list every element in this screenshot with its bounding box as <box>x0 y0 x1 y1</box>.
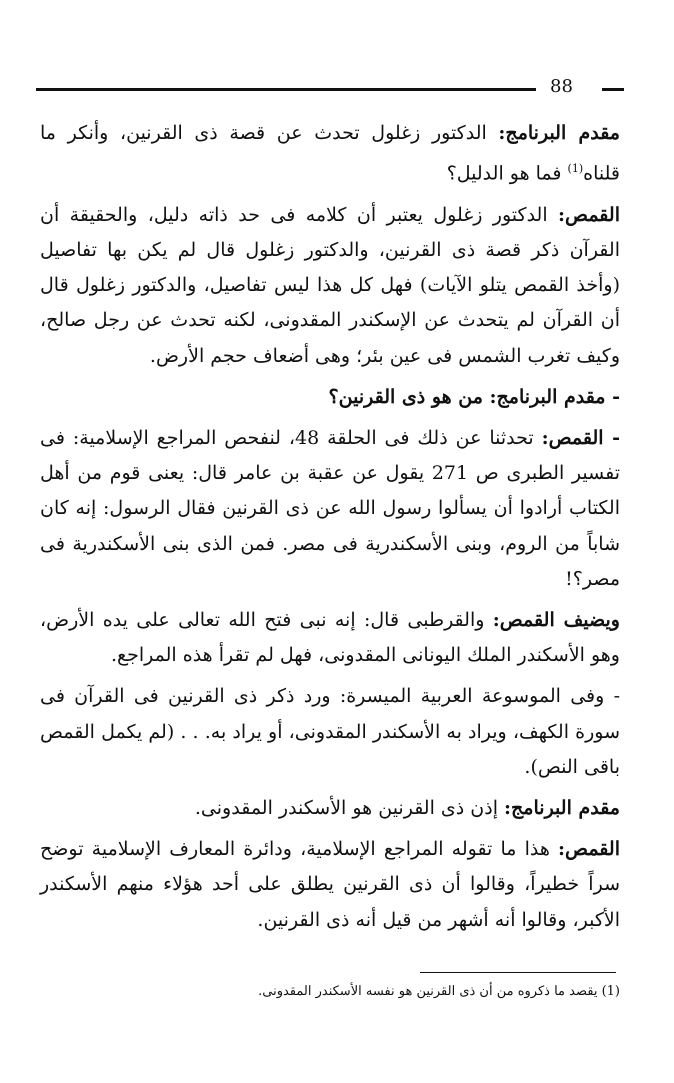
speaker-label: مقدم البرنامج: <box>504 796 620 819</box>
body-text <box>40 116 620 944</box>
paragraph-text: تحدثنا عن ذلك فى الحلقة 48، لنفحص المراجع الإسلامية: فى تفسير الطبرى ص 271 يقول عن عقبة بن عامر قال: يعنى قوم من أهل الكتاب أرادوا أن يسألوا رسول الله عن ذى القرنين فقال الرسول: إنه كان شاباً من الروم، وبنى الأسكندرية فى مصر. فمن الذى بنى الأسكندرية فى مصر؟! <box>40 426 620 590</box>
paragraph-4 <box>40 421 620 597</box>
page-number: 88 <box>550 76 573 97</box>
speaker-label: القمص: <box>558 203 620 226</box>
page-header <box>36 76 622 100</box>
paragraph-8 <box>40 832 620 938</box>
paragraph-7 <box>40 791 620 826</box>
speaker-label: - القمص: <box>541 426 620 449</box>
header-dash <box>602 88 624 91</box>
paragraph-5 <box>40 603 620 673</box>
speaker-label: مقدم البرنامج: <box>498 122 620 144</box>
paragraph-text: الدكتور زغلول يعتبر أن كلامه فى حد ذاته دليل، والحقيقة أن القرآن ذكر قصة ذى القرنين، والدكتور زغلول قال لم يكن بها تفاصيل (وأخذ القمص يتلو الآيات) فهل كل هذا ليس تفاصيل، والدكتور زغلول قال أن القرآن لم يتحدث عن الإسكندر المقدونى، لكنه تحدث عن رجل صالح، وكيف تغرب الشمس فى عين بئر؛ وهى أضعاف حجم الأرض. <box>40 203 620 367</box>
speaker-label: القمص: <box>558 838 620 861</box>
speaker-label: ويضيف القمص: <box>492 608 620 631</box>
paragraph-text-continued: فما هو الدليل؟ <box>446 162 568 185</box>
footnote-rule <box>420 972 616 973</box>
header-rule <box>36 88 536 91</box>
paragraph-6 <box>40 679 620 785</box>
footnote: (1) يقصد ما ذكروه من أن ذى القرنين هو نفسه الأسكندر المقدونى. <box>258 984 620 999</box>
paragraph-text: هذا ما تقوله المراجع الإسلامية، ودائرة المعارف الإسلامية توضح سراً خطيراً، وقالوا أن ذى القرنين يطلق على أحد هؤلاء منهم الأسكندر الأكبر، وقالوا أنه أشهر من قيل أنه ذى القرنين. <box>40 838 620 931</box>
paragraph-text: إذن ذى القرنين هو الأسكندر المقدونى. <box>194 796 505 819</box>
paragraph-text: - وفى الموسوعة العربية الميسرة: ورد ذكر ذى القرنين فى القرآن فى سورة الكهف، ويراد به الأسكندر المقدونى، أو يراد به. . . (لم يكمل القمص باقى النص). <box>40 685 620 778</box>
paragraph-text: والقرطبى قال: إنه نبى فتح الله تعالى على يده الأرض، وهو الأسكندر الملك اليونانى المقدونى، فهل لم تقرأ هذه المراجع. <box>40 608 620 667</box>
footnote-marker: (1) <box>567 162 584 176</box>
paragraph-3 <box>40 380 620 415</box>
speaker-label: - مقدم البرنامج: من هو ذى القرنين؟ <box>328 385 620 408</box>
paragraph-text: الدكتور زغلول تحدث عن قصة ذى القرنين، وأنكر ما قلناه <box>40 122 620 185</box>
paragraph-1 <box>40 116 620 192</box>
paragraph-2 <box>40 198 620 374</box>
